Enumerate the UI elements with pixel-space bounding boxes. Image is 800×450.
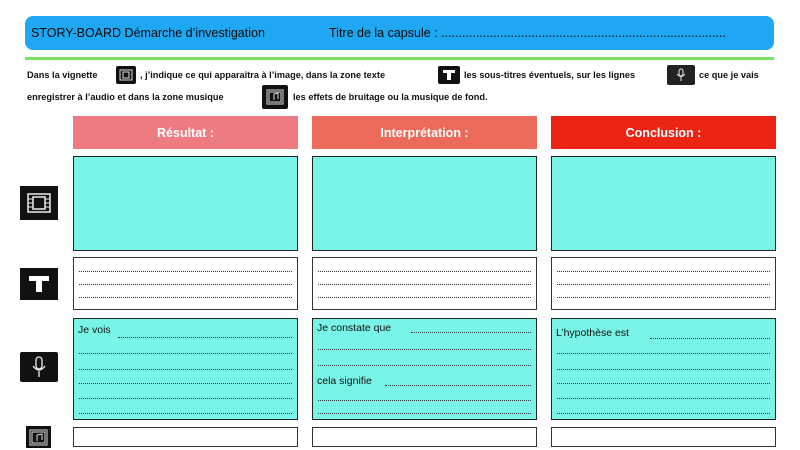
instr-text: ce que je vais xyxy=(699,70,759,80)
instructions-line-1c xyxy=(464,70,635,80)
audio-prompt: cela signifie xyxy=(317,375,372,387)
subtitle-cell-result[interactable] xyxy=(73,257,298,310)
instr-text: Dans la vignette xyxy=(27,70,98,80)
instructions-line-1b xyxy=(140,70,385,80)
instr-text: les sous-titres éventuels, sur les lignes xyxy=(464,70,636,80)
writing-line xyxy=(318,271,531,272)
audio-prompt: Je vois xyxy=(78,324,111,336)
writing-line xyxy=(79,369,292,370)
writing-line xyxy=(79,413,292,414)
writing-line xyxy=(79,383,292,384)
text-icon xyxy=(438,66,460,84)
writing-line xyxy=(557,284,770,285)
column-header-interpretation xyxy=(312,116,537,149)
column-title: Résultat : xyxy=(157,125,214,140)
writing-line xyxy=(318,400,531,401)
instructions-line-2 xyxy=(27,92,224,102)
image-cell-interpretation[interactable] xyxy=(312,156,537,251)
image-cell-result[interactable] xyxy=(73,156,298,251)
writing-line xyxy=(411,332,531,333)
header-bar xyxy=(25,16,774,50)
writing-line xyxy=(318,349,531,350)
writing-line xyxy=(118,337,292,338)
music-icon xyxy=(262,85,288,109)
text-icon xyxy=(20,268,58,300)
music-icon xyxy=(26,426,51,448)
music-cell-conclusion[interactable] xyxy=(551,427,776,447)
audio-prompt: L’hypothèse est xyxy=(556,327,629,339)
divider xyxy=(25,57,774,60)
instr-text: enregistrer à l’audio et dans la zone musique xyxy=(27,92,224,102)
audio-cell-conclusion[interactable] xyxy=(551,318,776,420)
writing-line xyxy=(79,271,292,272)
writing-line xyxy=(650,338,770,339)
storyboard-title: STORY-BOARD Démarche d’investigation xyxy=(31,26,265,40)
writing-line xyxy=(318,284,531,285)
writing-line xyxy=(318,297,531,298)
writing-line xyxy=(318,413,531,414)
music-cell-interpretation[interactable] xyxy=(312,427,537,447)
film-icon xyxy=(116,66,136,84)
instructions-line-1d xyxy=(699,70,759,80)
image-cell-conclusion[interactable] xyxy=(551,156,776,251)
column-header-conclusion xyxy=(551,116,776,149)
writing-line xyxy=(557,353,770,354)
writing-line xyxy=(557,398,770,399)
column-title: Conclusion : xyxy=(625,125,702,140)
writing-line xyxy=(557,413,770,414)
audio-cell-result[interactable] xyxy=(73,318,298,420)
instructions-line-1 xyxy=(27,70,97,80)
writing-line xyxy=(557,297,770,298)
writing-line xyxy=(79,353,292,354)
writing-line xyxy=(557,383,770,384)
subtitle-cell-interpretation[interactable] xyxy=(312,257,537,310)
writing-line xyxy=(79,398,292,399)
writing-line xyxy=(318,365,531,366)
music-cell-result[interactable] xyxy=(73,427,298,447)
instructions-line-2b xyxy=(293,92,488,102)
microphone-icon xyxy=(20,352,58,382)
writing-line xyxy=(557,271,770,272)
writing-line xyxy=(557,369,770,370)
microphone-icon xyxy=(667,65,695,85)
film-icon xyxy=(20,186,58,220)
writing-line xyxy=(385,385,531,386)
audio-prompt: Je constate que xyxy=(317,322,392,334)
column-header-result xyxy=(73,116,298,149)
instr-text: , j’indique ce qui apparaîtra à l’image, dans la zone texte xyxy=(140,70,386,80)
writing-line xyxy=(79,297,292,298)
instr-text: les effets de bruitage ou la musique de fond. xyxy=(293,92,488,102)
column-title: Interprétation : xyxy=(380,125,469,140)
capsule-title-field[interactable]: Titre de la capsule : .................................................................................. xyxy=(329,26,726,40)
audio-cell-interpretation[interactable] xyxy=(312,318,537,420)
writing-line xyxy=(79,284,292,285)
subtitle-cell-conclusion[interactable] xyxy=(551,257,776,310)
